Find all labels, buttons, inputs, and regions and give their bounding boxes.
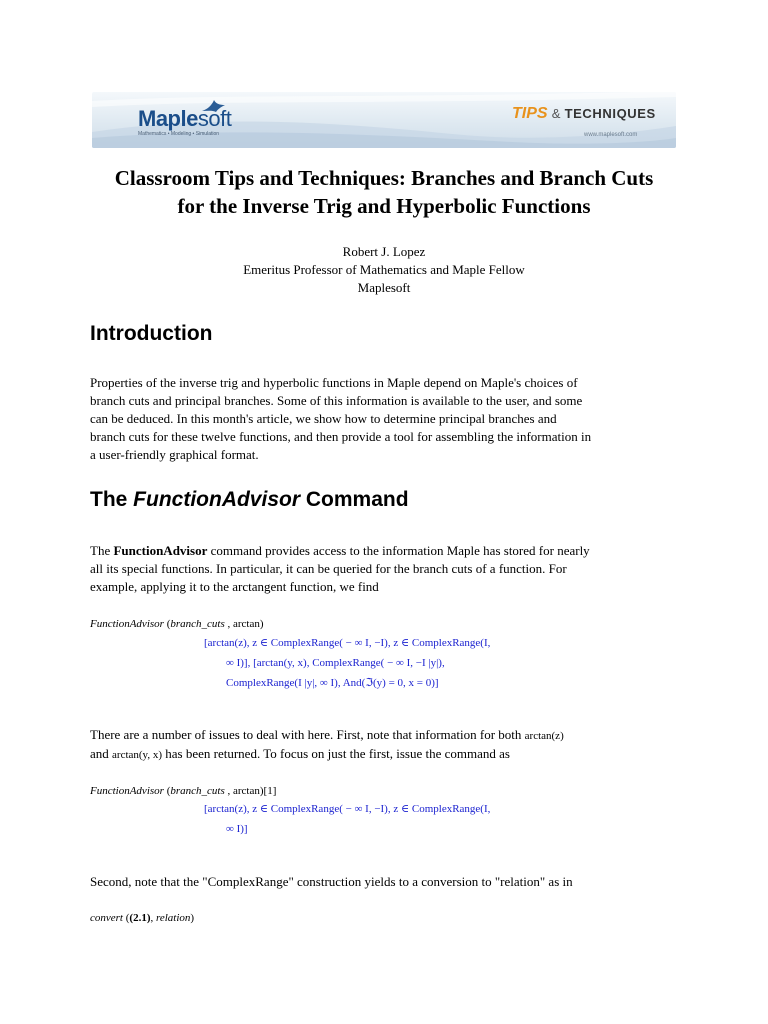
p2-line1: There are a number of issues to deal with here. First, note that information for both (90, 727, 525, 742)
input3-reference: (2.1) (129, 912, 151, 924)
p1-line2: all its special functions. In particular, it can be queried for the branch cuts of a function. For (90, 561, 567, 576)
heading-post: Command (300, 488, 409, 511)
introduction-paragraph (90, 374, 680, 464)
p1-line3: example, applying it to the arctangent function, we find (90, 579, 379, 594)
maple-input-1: FunctionAdvisor (branch_cuts , arctan) (90, 618, 264, 630)
p2-line2-post: has been returned. To focus on just the first, issue the command as (162, 746, 510, 761)
maplesoft-logo (138, 106, 268, 144)
input1-rest: , arctan) (224, 618, 264, 630)
author-block (80, 243, 688, 297)
document-title (60, 164, 708, 220)
input2-rest: , arctan)[1] (224, 785, 277, 797)
maple-input-3: convert ((2.1), relation) (90, 912, 195, 924)
issues-paragraph (90, 726, 680, 764)
input1-function: FunctionAdvisor (90, 618, 164, 630)
tips-techniques-wordmark (512, 105, 656, 123)
p1-bold: FunctionAdvisor (113, 543, 208, 558)
heading-pre: The (90, 488, 134, 511)
maple-output-1-line-3: ComplexRange(I |y|, ∞ I), And(ℑ(y) = 0, x = 0)] (226, 677, 439, 689)
functionadvisor-paragraph (90, 542, 680, 596)
intro-line: can be deduced. In this month's article, we show how to determine principal branches and (90, 411, 557, 426)
intro-line: branch cuts for these twelve functions, and then provide a tool for assembling the information in (90, 429, 592, 444)
p2-line2-pre: and (90, 746, 113, 761)
banner-url: www.maplesoft.com (584, 132, 638, 138)
intro-line: Properties of the inverse trig and hyperbolic functions in Maple depend on Maple's choices of (90, 375, 578, 390)
input1-argument: branch_cuts (170, 618, 225, 630)
input3-function: convert (90, 912, 123, 924)
ampersand: & (551, 106, 561, 121)
functionadvisor-heading (90, 487, 409, 513)
input3-argument: relation (155, 912, 191, 924)
techniques-word: TECHNIQUES (564, 106, 656, 121)
inline-math-arctan-yx: arctan(y, x) (112, 749, 163, 761)
maple-output-1-line-2: ∞ I)], [arctan(y, x), ComplexRange( − ∞ I, −I |y|), (226, 657, 445, 669)
logo-word-maple: Maple (138, 106, 198, 131)
intro-line: a user-friendly graphical format. (90, 447, 259, 462)
title-line-2: for the Inverse Trig and Hyperbolic Functions (177, 194, 591, 218)
input2-function: FunctionAdvisor (90, 785, 164, 797)
logo-tagline: Mathematics • Modeling • Simulation (138, 131, 220, 137)
introduction-heading: Introduction (90, 322, 213, 345)
maple-input-2: FunctionAdvisor (branch_cuts , arctan)[1] (90, 785, 277, 797)
header-banner (92, 92, 676, 148)
title-line-1: Classroom Tips and Techniques: Branches and Branch Cuts (114, 166, 654, 190)
author-position: Emeritus Professor of Mathematics and Maple Fellow (243, 262, 525, 277)
maple-output-2-line-1: [arctan(z), z ∈ ComplexRange( − ∞ I, −I), z ∈ ComplexRange(I, (204, 803, 491, 815)
author-affiliation: Maplesoft (357, 280, 411, 295)
conversion-paragraph: Second, note that the "ComplexRange" construction yields to a conversion to "relation" as in (90, 874, 573, 889)
maple-output-1-line-1: [arctan(z), z ∈ ComplexRange( − ∞ I, −I), z ∈ ComplexRange(I, (204, 637, 491, 649)
intro-line: branch cuts and principal branches. Some of this information is available to the user, and some (90, 393, 583, 408)
tips-word: TIPS (512, 105, 548, 122)
maple-output-2-line-2: ∞ I)] (226, 823, 248, 835)
logo-word-soft: soft (197, 106, 232, 131)
inline-math-arctan-z: arctan(z) (524, 730, 564, 742)
p1-line1-rest: command provides access to the information Maple has stored for nearly (207, 543, 590, 558)
input2-argument: branch_cuts (170, 785, 225, 797)
heading-italic: FunctionAdvisor (133, 488, 301, 511)
author-name: Robert J. Lopez (342, 244, 426, 259)
p1-pre: The (90, 543, 114, 558)
